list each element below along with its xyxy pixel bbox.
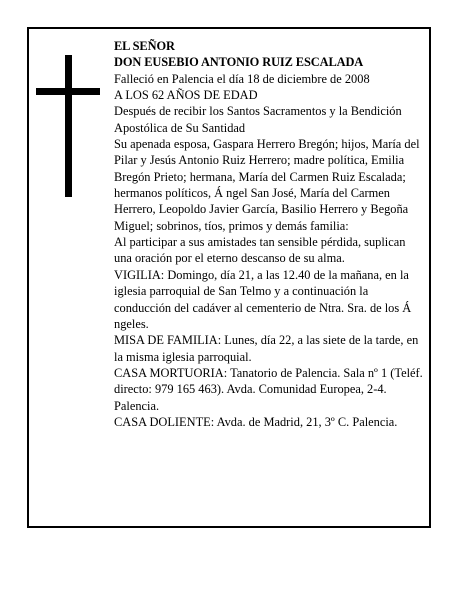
cross-horizontal-bar bbox=[36, 88, 100, 95]
deceased-name: DON EUSEBIO ANTONIO RUIZ ESCALADA bbox=[114, 55, 364, 70]
funeral-mass-paragraph: MISA DE FAMILIA: Lunes, día 22, a las siete de la tarde, en la misma iglesia parroquial. bbox=[114, 333, 419, 364]
vigil-paragraph: VIGILIA: Domingo, día 21, a las 12.40 de la mañana, en la iglesia parroquial de San Telmo y a continuación la conducción del cadáver al cementerio de Ntra. Sra. de los Á ngeles. bbox=[114, 267, 412, 331]
obituary-text bbox=[114, 38, 426, 430]
sacraments-paragraph: Después de recibir los Santos Sacramentos y la Bendición Apostólica de Su Santidad bbox=[114, 104, 402, 135]
cross-vertical-bar bbox=[65, 55, 72, 197]
family-home-paragraph: CASA DOLIENTE: Avda. de Madrid, 21, 3º C. Palencia. bbox=[114, 414, 398, 429]
request-paragraph: Al participar a sus amistades tan sensible pérdida, suplican una oración por el eterno descanso de su alma. bbox=[114, 235, 406, 266]
family-paragraph: Su apenada esposa, Gaspara Herrero Bregón; hijos, María del Pilar y Jesús Antonio Ruiz Herrero; madre política, Emilia Bregón Prieto; hermana, María del Carmen Ruiz Escalada; hermanos políticos, Á ngel San José, María del Carmen Herrero, Leopoldo Javier García, Basilio Herrero y Begoña Miguel; sobrinos, tíos, primos y demás familia: bbox=[114, 137, 420, 233]
death-notice: Falleció en Palencia el día 18 de diciembre de 2008 bbox=[114, 71, 370, 86]
title-line-1: EL SEÑOR bbox=[114, 39, 175, 53]
funeral-home-paragraph: CASA MORTUORIA: Tanatorio de Palencia. Sala nº 1 (Teléf. directo: 979 165 463). Avda. Comunidad Europea, 2-4. Palencia. bbox=[114, 365, 423, 413]
age-line: A LOS 62 AÑOS DE EDAD bbox=[114, 88, 258, 103]
